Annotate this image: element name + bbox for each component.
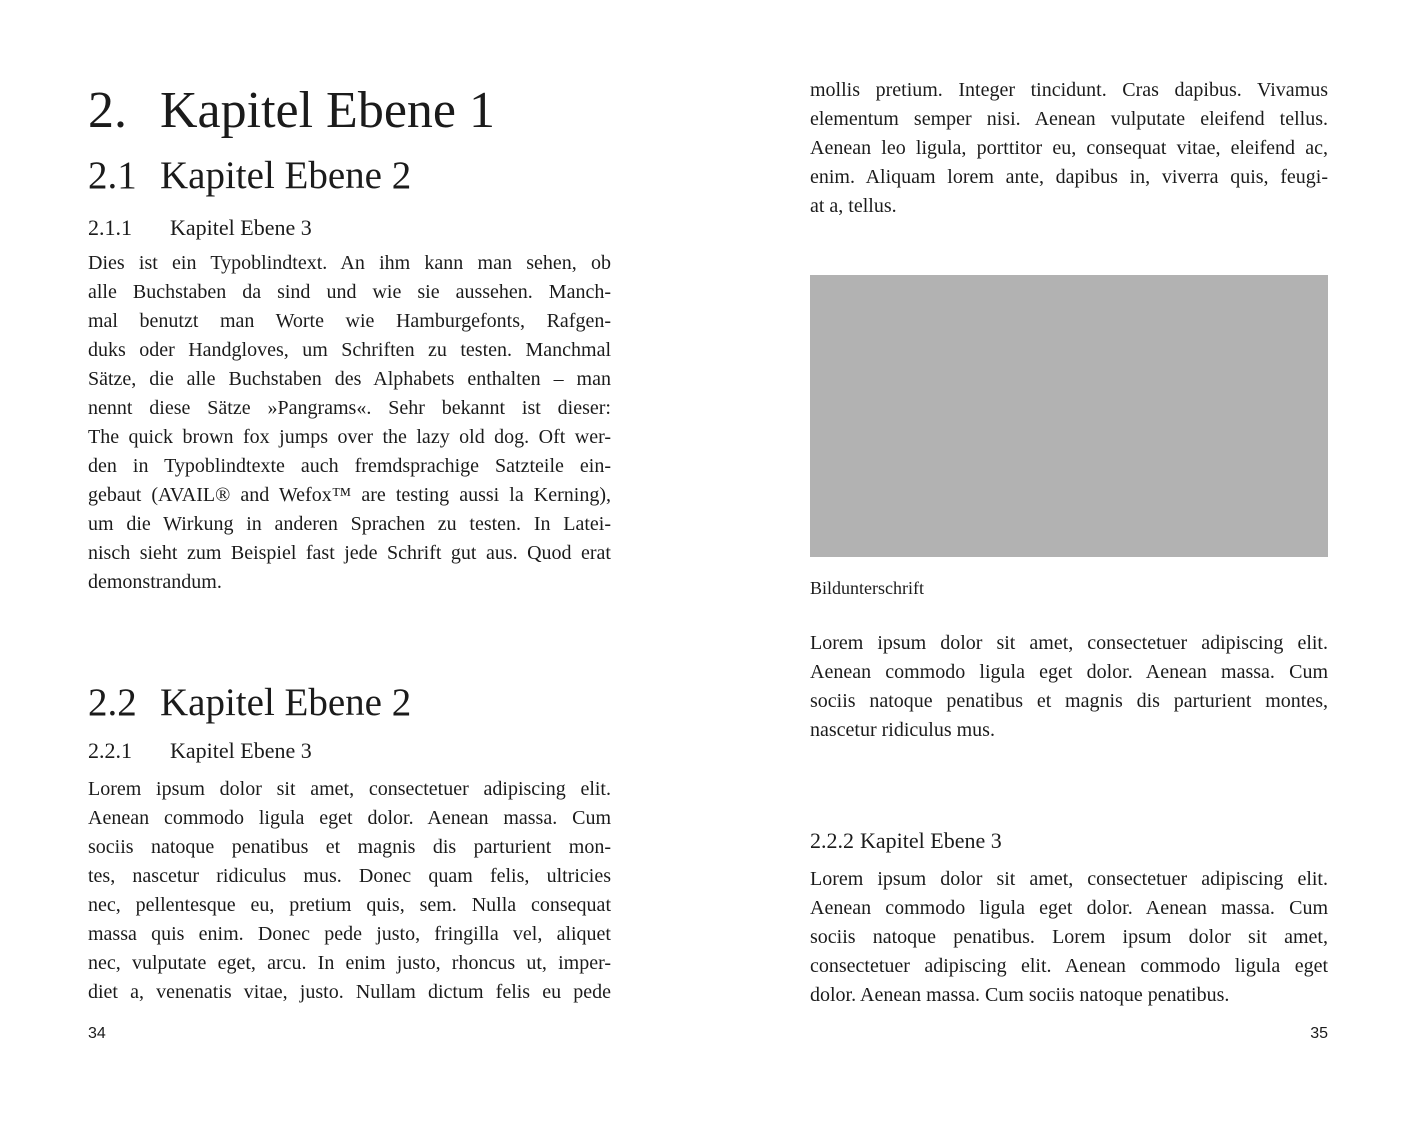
text-line: sociis natoque penatibus et magnis dis parturient mon- [88,836,611,858]
text-line: sociis natoque penatibus. Lorem ipsum dolor sit amet, [810,926,1328,948]
text-line: duks oder Handgloves, um Schriften zu testen. Manchmal [88,339,611,361]
text-line: Dies ist ein Typoblindtext. An ihm kann man sehen, ob [88,252,611,274]
text-line: Aenean commodo ligula eget dolor. Aenean massa. Cum [88,807,611,829]
text-line: nec, pellentesque eu, pretium quis, sem. Nulla consequat [88,894,611,916]
section-heading-2-2 [88,681,611,725]
text-line: nisch sieht zum Beispiel fast jede Schrift gut aus. Quod erat [88,542,611,564]
section-number: 2.1 [88,154,137,198]
section-title: Kapitel Ebene 2 [160,681,412,725]
text-line: massa quis enim. Donec pede justo, fringilla vel, aliquet [88,923,611,945]
text-line: um die Wirkung in anderen Sprachen zu testen. In Latei- [88,513,611,535]
subsection-heading-2-2-2 [810,830,1328,852]
text-line: Aenean commodo ligula eget dolor. Aenean massa. Cum [810,661,1328,683]
text-line: The quick brown fox jumps over the lazy old dog. Oft wer- [88,426,611,448]
text-line: elementum semper nisi. Aenean vulputate eleifend tellus. [810,108,1328,130]
figure-image-placeholder [810,275,1328,557]
body-paragraph-lorem-left [88,775,611,1007]
section-number: 2.2 [88,681,137,725]
subsection-title: Kapitel Ebene 3 [170,215,312,240]
text-line: Sätze, die alle Buchstaben des Alphabets enthalten – man [88,368,611,390]
subsection-number: 2.2.1 [88,738,132,763]
subsection-number: 2.2.2 [810,828,854,853]
section-title: Kapitel Ebene 2 [160,154,412,198]
body-paragraph-mollis [810,76,1328,221]
text-line: Lorem ipsum dolor sit amet, consectetuer adipiscing elit. [88,778,611,800]
text-line: nennt diese Sätze »Pangrams«. Sehr bekannt ist dieser: [88,397,611,419]
text-line: alle Buchstaben da sind und wie sie aussehen. Manch- [88,281,611,303]
text-line: demonstrandum. [88,571,222,593]
text-line: gebaut (AVAIL® and Wefox™ are testing aussi la Kerning), [88,484,611,506]
page-number-right: 35 [1310,1025,1328,1042]
text-line: den in Typoblindtexte auch fremdsprachige Satzteile ein- [88,455,611,477]
text-line: dolor. Aenean massa. Cum sociis natoque penatibus. [810,984,1230,1006]
chapter-title: Kapitel Ebene 1 [160,81,495,139]
subsection-heading-2-2-1 [88,740,611,762]
text-line: tes, nascetur ridiculus mus. Donec quam felis, ultricies [88,865,611,887]
text-line: mollis pretium. Integer tincidunt. Cras dapibus. Vivamus [810,79,1328,101]
body-paragraph-lorem-right-2 [810,865,1328,1010]
text-line: Lorem ipsum dolor sit amet, consectetuer adipiscing elit. [810,868,1328,890]
chapter-number: 2. [88,81,127,139]
subsection-number: 2.1.1 [88,215,132,240]
text-line: mal benutzt man Worte wie Hamburgefonts, Rafgen- [88,310,611,332]
text-line: Lorem ipsum dolor sit amet, consectetuer adipiscing elit. [810,632,1328,654]
body-paragraph-typoblindtext [88,249,611,597]
body-paragraph-lorem-right-1 [810,629,1328,745]
figure-caption: Bildunterschrift [810,578,924,598]
text-line: at a, tellus. [810,195,897,217]
chapter-heading-level1 [88,81,611,139]
subsection-title: Kapitel Ebene 3 [860,828,1002,853]
text-line: Aenean leo ligula, porttitor eu, consequat vitae, eleifend ac, [810,137,1328,159]
text-line: diet a, venenatis vitae, justo. Nullam dictum felis eu pede [88,981,611,1003]
text-line: consectetuer adipiscing elit. Aenean commodo ligula eget [810,955,1328,977]
text-line: Aenean commodo ligula eget dolor. Aenean massa. Cum [810,897,1328,919]
text-line: nascetur ridiculus mus. [810,719,995,741]
text-line: nec, vulputate eget, arcu. In enim justo, rhoncus ut, imper- [88,952,611,974]
subsection-heading-2-1-1 [88,217,611,239]
page-number-left: 34 [88,1025,106,1042]
text-line: sociis natoque penatibus et magnis dis parturient montes, [810,690,1328,712]
text-line: enim. Aliquam lorem ante, dapibus in, viverra quis, feugi- [810,166,1328,188]
section-heading-2-1 [88,154,611,198]
subsection-title: Kapitel Ebene 3 [170,738,312,763]
